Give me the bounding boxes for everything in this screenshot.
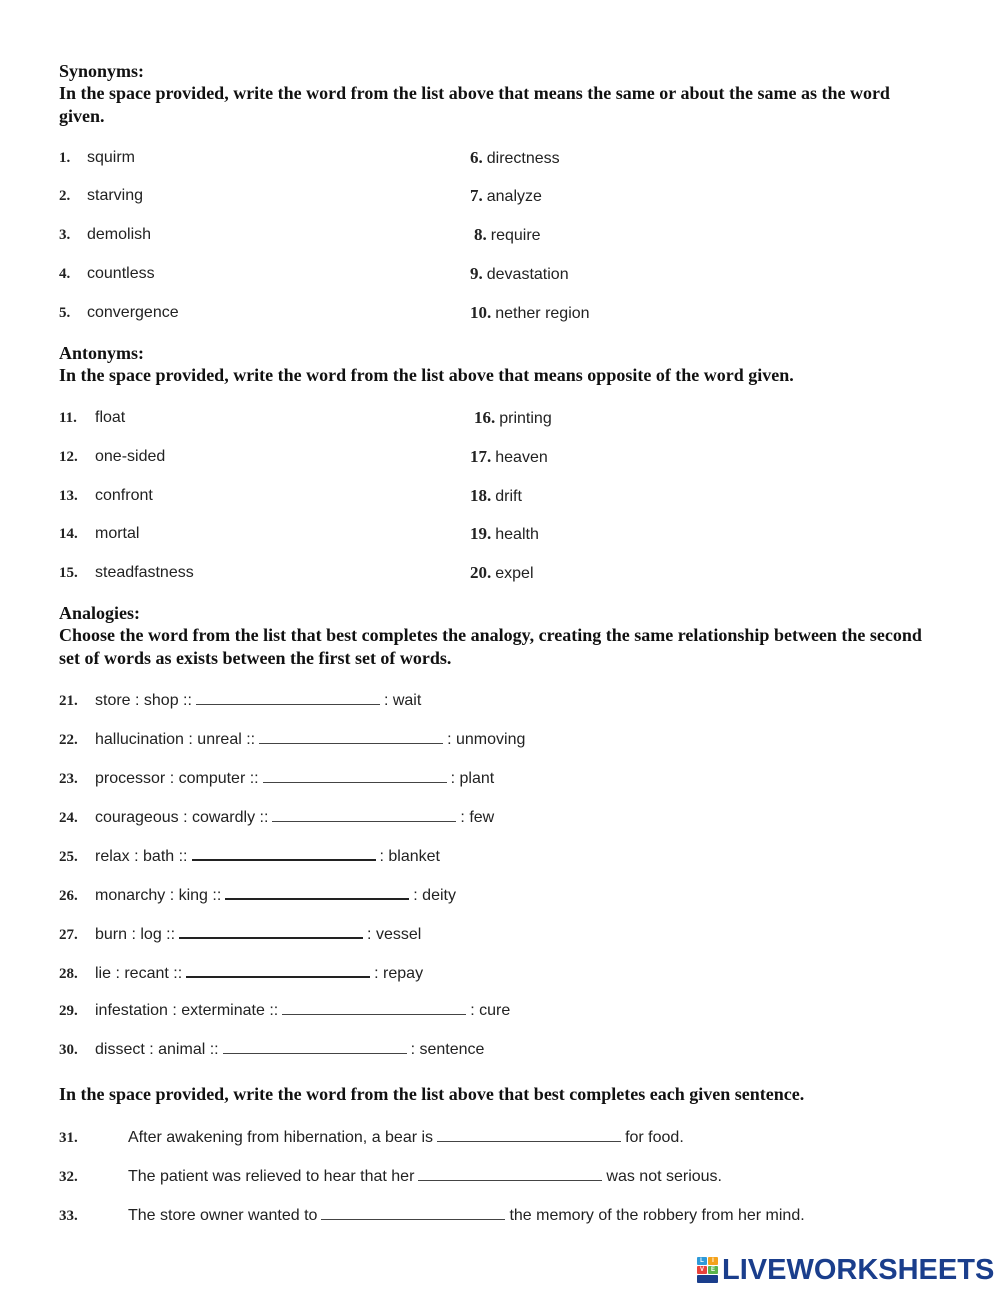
antonyms-instructions: In the space provided, write the word from the list above that means opposite of the word given. (59, 365, 794, 385)
list-item[interactable]: 10. nether region (470, 303, 590, 322)
list-item[interactable]: 5. convergence (59, 304, 179, 321)
list-item[interactable]: 12. one-sided (59, 448, 166, 465)
list-item[interactable]: 16. printing (474, 408, 552, 427)
list-item: 27. burn : log :: : vessel (59, 922, 421, 944)
liveworksheets-logo-text: LIVEWORKSHEETS (722, 1253, 995, 1286)
list-item[interactable]: 1. squirm (59, 149, 136, 166)
list-item: 24. courageous : cowardly :: : few (59, 806, 494, 828)
answer-blank[interactable] (179, 922, 363, 939)
answer-blank[interactable] (437, 1126, 621, 1142)
list-item[interactable]: 8. require (474, 225, 541, 244)
list-item[interactable]: 20. expel (470, 563, 534, 582)
list-item: 31. After awakening from hibernation, a bear is for food. (59, 1126, 684, 1148)
list-item[interactable]: 9. devastation (470, 264, 569, 283)
answer-blank[interactable] (321, 1204, 505, 1220)
sentences-instructions: In the space provided, write the word from the list above that best completes each given sentence. (59, 1084, 805, 1104)
analogies-instructions: Choose the word from the list that best completes the analogy, creating the same relationship between the second set of words as exists between the first set of words. (59, 625, 922, 668)
synonyms-title: Synonyms: (59, 61, 145, 81)
list-item: 25. relax : bath :: : blanket (59, 844, 440, 866)
list-item[interactable]: 17. heaven (470, 447, 548, 466)
list-item: 26. monarchy : king :: : deity (59, 883, 456, 905)
list-item[interactable]: 13. confront (59, 487, 153, 504)
list-item: 33. The store owner wanted to the memory of the robbery from her mind. (59, 1204, 805, 1226)
answer-blank[interactable] (259, 728, 443, 744)
answer-blank[interactable] (272, 806, 456, 822)
answer-blank[interactable] (223, 1038, 407, 1054)
answer-blank[interactable] (282, 999, 466, 1015)
answer-blank[interactable] (418, 1165, 602, 1181)
list-item[interactable]: 6. directness (470, 148, 560, 167)
list-item[interactable]: 15. steadfastness (59, 564, 194, 581)
list-item: 28. lie : recant :: : repay (59, 961, 423, 983)
list-item: 21. store : shop :: : wait (59, 689, 421, 711)
list-item[interactable]: 11. float (59, 409, 126, 426)
answer-blank[interactable] (225, 883, 409, 900)
liveworksheets-logo (697, 1253, 995, 1286)
list-item: 32. The patient was relieved to hear that her was not serious. (59, 1165, 722, 1187)
list-item: 29. infestation : exterminate :: : cure (59, 999, 510, 1021)
answer-blank[interactable] (186, 961, 370, 978)
liveworksheets-logo-mark-icon: L I V E (697, 1257, 719, 1283)
list-item[interactable]: 2. starving (59, 187, 144, 204)
list-item: 22. hallucination : unreal :: : unmoving (59, 728, 525, 750)
list-item: 23. processor : computer :: : plant (59, 767, 494, 789)
list-item: 30. dissect : animal :: : sentence (59, 1038, 484, 1060)
list-item[interactable]: 3. demolish (59, 226, 152, 243)
list-item[interactable]: 7. analyze (470, 186, 542, 205)
answer-blank[interactable] (196, 689, 380, 705)
list-item[interactable]: 4. countless (59, 265, 155, 282)
answer-blank[interactable] (192, 844, 376, 861)
analogies-title: Analogies: (59, 603, 140, 623)
answer-blank[interactable] (263, 767, 447, 783)
list-item[interactable]: 18. drift (470, 486, 522, 505)
list-item[interactable]: 19. health (470, 524, 539, 543)
synonyms-instructions: In the space provided, write the word from the list above that means the same or about the same as the word given. (59, 83, 890, 126)
antonyms-title: Antonyms: (59, 343, 145, 363)
list-item[interactable]: 14. mortal (59, 525, 140, 542)
